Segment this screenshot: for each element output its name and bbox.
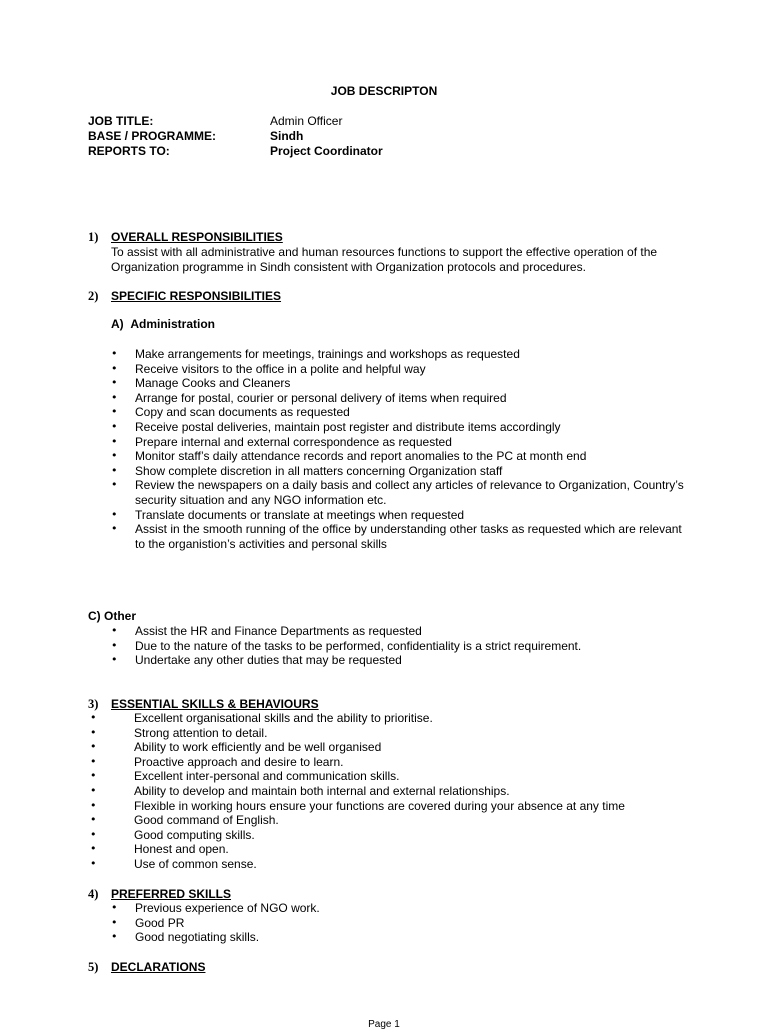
- list-item: • Good negotiating skills.: [111, 930, 691, 945]
- section-5-number: 5): [88, 960, 99, 974]
- list-item: • Good PR: [111, 916, 691, 931]
- list-item: • Honest and open.: [90, 842, 690, 857]
- section-2-number: 2): [88, 289, 99, 303]
- list-item: • Good command of English.: [90, 813, 690, 828]
- list-item: • Due to the nature of the tasks to be performed, confidentiality is a strict requirement.: [111, 639, 691, 654]
- list-item: • Flexible in working hours ensure your functions are covered during your absence at any time: [90, 799, 690, 814]
- list-item: • Ability to develop and maintain both internal and external relationships.: [90, 784, 690, 799]
- base-value: Sindh: [270, 129, 304, 143]
- list-item: • Arrange for postal, courier or personal delivery of items when required: [111, 391, 691, 406]
- reports-to-label: REPORTS TO:: [88, 144, 170, 158]
- section-5-heading: DECLARATIONS: [111, 960, 206, 974]
- subsection-other: C) Other: [88, 609, 136, 623]
- section-2-heading: SPECIFIC RESPONSIBILITIES: [111, 289, 282, 303]
- list-item: • Translate documents or translate at meetings when requested: [111, 508, 691, 523]
- section-1-heading: OVERALL RESPONSIBILITIES: [111, 230, 283, 244]
- administration-list: [111, 347, 691, 551]
- list-item: • Review the newspapers on a daily basis and collect any articles of relevance to Organization, Country’s security situation and any NGO information etc.: [111, 478, 691, 507]
- list-item: • Receive visitors to the office in a polite and helpful way: [111, 362, 691, 377]
- list-item: • Excellent organisational skills and the ability to prioritise.: [90, 711, 690, 726]
- list-item: • Previous experience of NGO work.: [111, 901, 691, 916]
- list-item: • Use of common sense.: [90, 857, 690, 872]
- section-4-heading: PREFERRED SKILLS: [111, 887, 232, 901]
- job-title-label: JOB TITLE:: [88, 114, 154, 128]
- preferred-skills-list: [111, 901, 691, 945]
- list-item: • Make arrangements for meetings, trainings and workshops as requested: [111, 347, 691, 362]
- list-item: • Undertake any other duties that may be requested: [111, 653, 691, 668]
- reports-to-value: Project Coordinator: [270, 144, 383, 158]
- list-item: • Manage Cooks and Cleaners: [111, 376, 691, 391]
- list-item: • Receive postal deliveries, maintain post register and distribute items accordingly: [111, 420, 691, 435]
- list-item: • Copy and scan documents as requested: [111, 405, 691, 420]
- list-item: • Strong attention to detail.: [90, 726, 690, 741]
- list-item: • Assist the HR and Finance Departments as requested: [111, 624, 691, 639]
- job-title-value: Admin Officer: [270, 114, 343, 128]
- section-3-number: 3): [88, 697, 99, 711]
- list-item: • Excellent inter-personal and communication skills.: [90, 769, 690, 784]
- list-item: • Show complete discretion in all matters concerning Organization staff: [111, 464, 691, 479]
- other-list: [111, 624, 691, 668]
- list-item: • Ability to work efficiently and be well organised: [90, 740, 690, 755]
- subsection-administration: A) Administration: [111, 317, 215, 331]
- page-footer: Page 1: [368, 1019, 400, 1030]
- essential-skills-list: [90, 711, 690, 872]
- section-1-number: 1): [88, 230, 99, 244]
- list-item: • Prepare internal and external correspondence as requested: [111, 435, 691, 450]
- list-item: • Proactive approach and desire to learn.: [90, 755, 690, 770]
- document-title: JOB DESCRIPTON: [330, 84, 438, 98]
- base-label: BASE / PROGRAMME:: [88, 129, 217, 143]
- list-item: • Good computing skills.: [90, 828, 690, 843]
- section-3-heading: ESSENTIAL SKILLS & BEHAVIOURS: [111, 697, 319, 711]
- list-item: • Monitor staff’s daily attendance records and report anomalies to the PC at month end: [111, 449, 691, 464]
- section-4-number: 4): [88, 887, 99, 901]
- section-1-text: To assist with all administrative and human resources functions to support the effective operation of the Organization programme in Sindh consistent with Organization protocols and procedures.: [111, 245, 658, 274]
- list-item: • Assist in the smooth running of the office by understanding other tasks as requested which are relevant to the organistion’s activities and personal skills: [111, 522, 691, 551]
